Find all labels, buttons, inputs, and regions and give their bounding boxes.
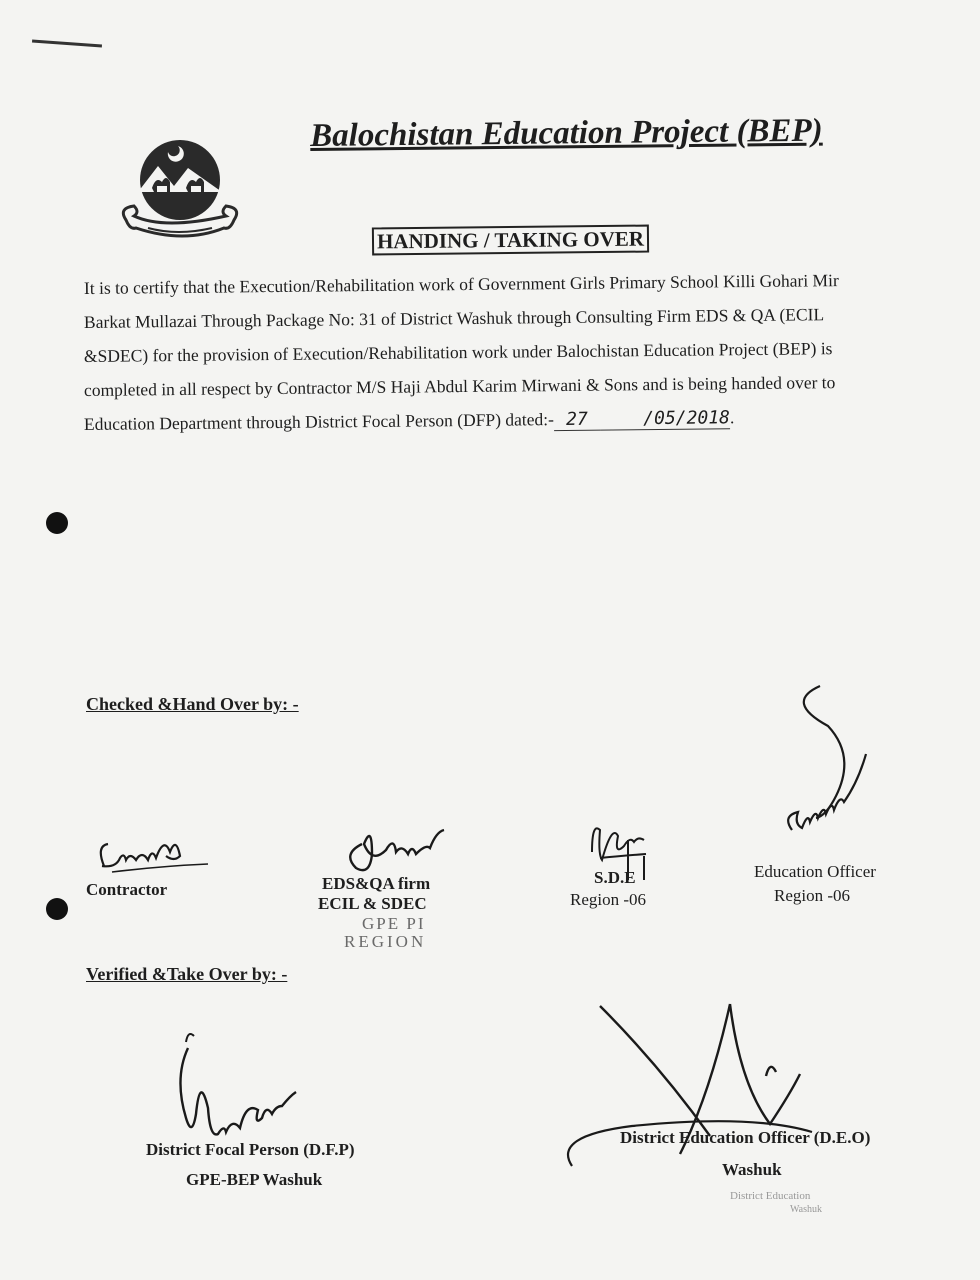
sde-label-2: Region -06	[570, 890, 647, 909]
dfp-label-2: GPE-BEP Washuk	[186, 1170, 323, 1189]
contractor-label: Contractor	[86, 880, 168, 899]
certificate-line-5	[84, 407, 735, 436]
eo-label-1: Education Officer	[754, 862, 876, 881]
corner-mark	[32, 40, 102, 48]
dfp-signature-icon	[168, 1028, 358, 1148]
certificate-date-rest: /05/2018	[600, 407, 730, 430]
sde-label-1: S.D.E	[594, 868, 636, 887]
dfp-label-1: District Focal Person (D.F.P)	[146, 1140, 355, 1159]
punch-hole	[46, 898, 68, 920]
deo-stamp-1: District Education	[730, 1190, 811, 1202]
deo-stamp-2: Washuk	[790, 1204, 822, 1215]
eds-label-2: ECIL & SDEC	[318, 894, 427, 913]
bep-logo-icon	[118, 132, 243, 252]
certificate-date-end: .	[729, 407, 735, 428]
certificate-date-day: 27	[554, 409, 600, 431]
verified-heading: Verified &Take Over by: -	[86, 964, 288, 984]
eo-signature-icon	[762, 680, 882, 850]
checked-heading: Checked &Hand Over by: -	[86, 694, 299, 714]
punch-hole	[46, 512, 68, 534]
page-title: Balochistan Education Project (BEP)	[310, 112, 823, 154]
deo-label-1: District Education Officer (D.E.O)	[620, 1128, 871, 1147]
certificate-line-2: Barkat Mullazai Through Package No: 31 of District Washuk through Consulting Firm EDS & QA (ECIL	[83, 304, 825, 332]
certificate-line-1: It is to certify that the Execution/Rehabilitation work of Government Girls Primary School Killi Gohari Mir	[83, 270, 839, 298]
certificate-line-4: completed in all respect by Contractor M/S Haji Abdul Karim Mirwani & Sons and is being handed over to	[83, 372, 836, 400]
eds-label-1: EDS&QA firm	[322, 874, 431, 893]
contractor-signature-icon	[92, 826, 212, 878]
eo-label-2: Region -06	[774, 886, 851, 905]
eds-stamp-1: GPE PI	[362, 914, 426, 933]
certificate-line-3: &SDEC) for the provision of Execution/Rehabilitation work under Balochistan Education Project (BEP) is	[83, 338, 833, 366]
eds-stamp-2: REGION	[344, 932, 427, 951]
page-subtitle: HANDING / TAKING OVER	[372, 225, 649, 256]
certificate-date-prefix: Education Department through District Focal Person (DFP) dated:-	[83, 409, 555, 434]
deo-label-2: Washuk	[722, 1160, 782, 1179]
eds-signature-icon	[338, 820, 458, 876]
